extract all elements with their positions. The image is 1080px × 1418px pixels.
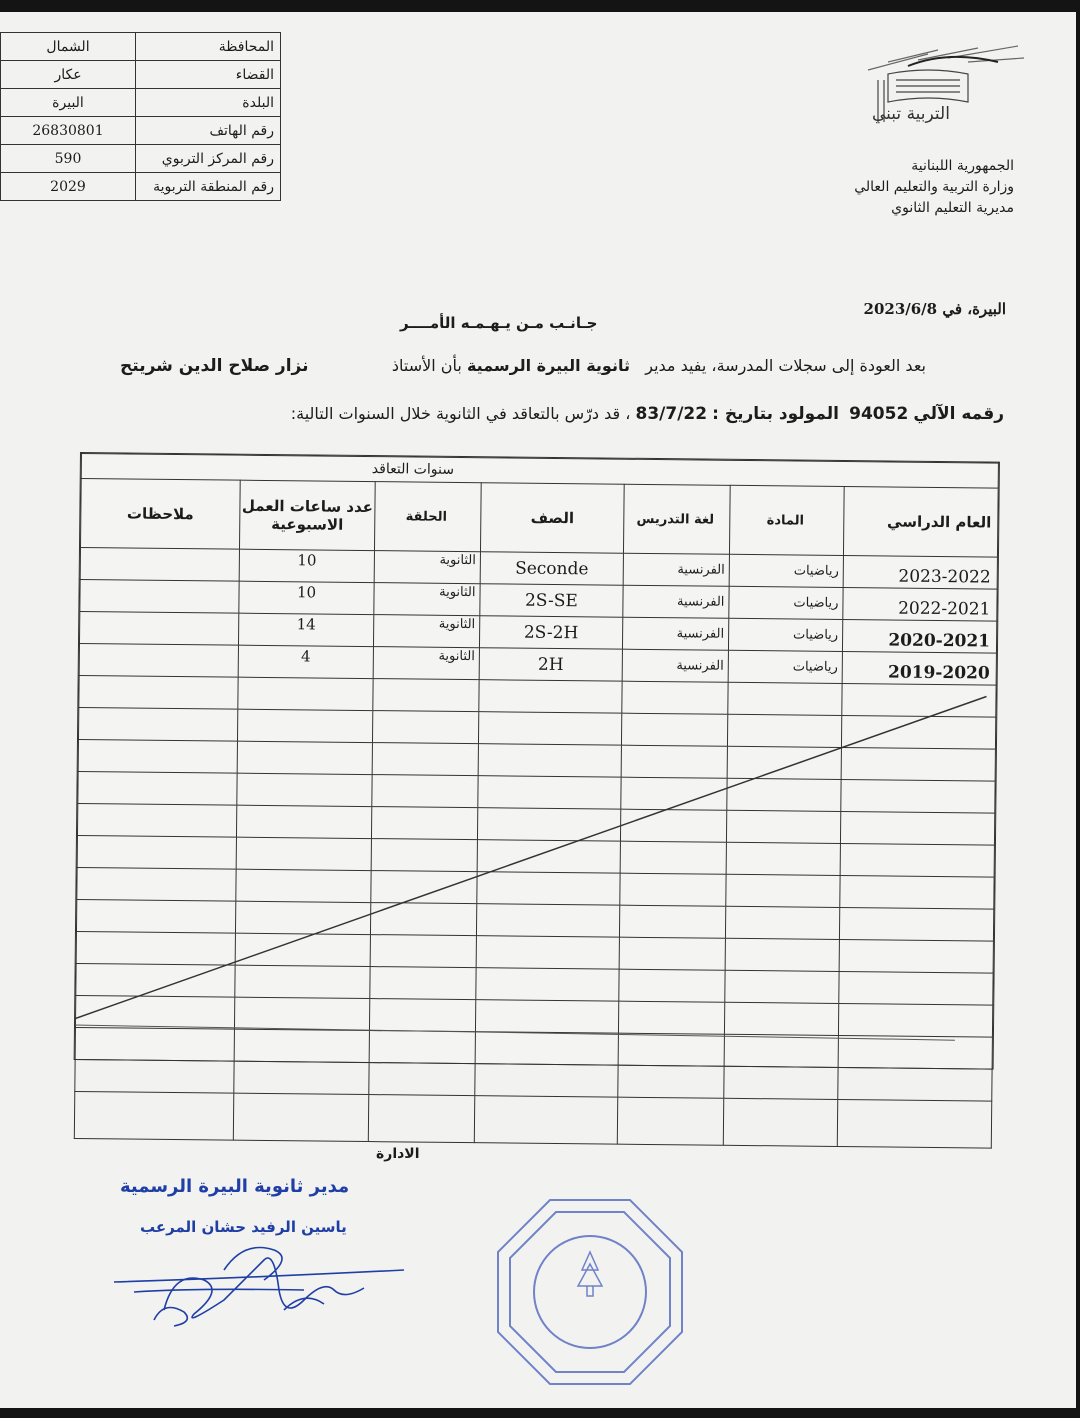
cell-language: الفرنسية xyxy=(623,585,729,618)
cell-cycle: الثانوية xyxy=(373,647,479,680)
cell-subject: رياضيات xyxy=(728,650,842,683)
cell-notes xyxy=(80,548,239,582)
cell-subject: رياضيات xyxy=(729,586,843,619)
cell-grade: 2S-2H xyxy=(479,616,622,649)
cell-year: 2023-2022 xyxy=(843,556,997,590)
cell-cycle: الثانوية xyxy=(374,583,480,616)
administration-label: الادارة xyxy=(376,1146,420,1162)
cell-subject: رياضيات xyxy=(728,618,842,651)
header-grade: الصف xyxy=(480,483,624,553)
ministry-line-republic: الجمهورية اللبنانية xyxy=(911,158,1014,174)
cell-grade: Seconde xyxy=(480,552,623,585)
header-subject: المادة xyxy=(729,485,844,555)
school-name: ثانوية البيرة الرسمية xyxy=(466,356,630,375)
cell-year: 2022-2021 xyxy=(843,587,997,621)
paragraph-intro: بعد العودة إلى سجلات المدرسة، يفيد مدير xyxy=(645,356,926,375)
salutation: جـانـب مـن يـهـمـه الأمــــر xyxy=(400,314,598,332)
info-row xyxy=(1,117,281,145)
document-date: البيرة، في 2023/6/8 xyxy=(863,300,1006,318)
official-stamp-icon xyxy=(490,1192,690,1392)
header-hours: عدد ساعات العمل الاسبوعية xyxy=(239,480,375,550)
info-row xyxy=(1,173,281,201)
cell-cycle: الثانوية xyxy=(374,551,480,584)
paragraph-line-2 xyxy=(291,404,1004,424)
info-value: عكار xyxy=(1,61,136,89)
info-label: رقم الهاتف xyxy=(136,117,281,145)
contract-years-table xyxy=(74,452,1000,1070)
handwritten-signature-icon xyxy=(104,1230,424,1340)
document-page xyxy=(0,12,1076,1408)
cell-language: الفرنسية xyxy=(623,553,729,586)
header-language: لغة التدريس xyxy=(623,484,730,554)
cell-language: الفرنسية xyxy=(622,649,728,682)
info-row xyxy=(1,33,281,61)
cell-year: 2019-2020 xyxy=(842,651,996,685)
table-header-row xyxy=(80,479,998,558)
info-label: البلدة xyxy=(136,89,281,117)
logo-slogan: التربية تبني xyxy=(872,104,950,124)
header-cycle: الحلقة xyxy=(374,482,481,552)
birth-value: 83/7/22 xyxy=(635,404,708,424)
cell-notes xyxy=(79,644,238,678)
ministry-line-directorate: مديرية التعليم الثانوي xyxy=(891,200,1014,216)
ministry-header xyxy=(854,156,1014,219)
cell-year: 2020-2021 xyxy=(842,619,996,653)
info-label: القضاء xyxy=(136,61,281,89)
paragraph-line-1 xyxy=(392,356,926,375)
info-label: رقم المركز التربوي xyxy=(136,145,281,173)
info-value: 26830801 xyxy=(1,117,136,145)
header-year: العام الدراسي xyxy=(843,487,998,558)
info-value: الشمال xyxy=(1,33,136,61)
cell-grade: 2S-SE xyxy=(480,584,623,617)
info-row xyxy=(1,145,281,173)
paragraph-tail: ، قد درّس بالتعاقد في الثانوية خلال السنوات التالية: xyxy=(290,404,631,423)
table-caption: سنوات التعاقد xyxy=(81,454,998,489)
info-label: رقم المنطقة التربوية xyxy=(136,173,281,201)
info-value: 2029 xyxy=(1,173,136,201)
cell-hours: 10 xyxy=(239,581,374,614)
cell-grade: 2H xyxy=(479,648,622,681)
teacher-prefix: بأن الأستاذ xyxy=(391,356,462,375)
principal-name: ياسين الرفيد حشان المرعب xyxy=(140,1218,347,1236)
id-value: 94052 xyxy=(849,404,909,424)
info-value: 590 xyxy=(1,145,136,173)
cell-hours: 14 xyxy=(238,613,373,646)
cell-hours: 10 xyxy=(239,549,374,582)
birth-label: المولود بتاريخ : xyxy=(712,404,839,424)
header-notes: ملاحظات xyxy=(80,479,240,550)
info-row xyxy=(1,61,281,89)
info-value: البيرة xyxy=(1,89,136,117)
id-label: رقمه الآلي xyxy=(913,404,1004,424)
ministry-line-ministry: وزارة التربية والتعليم العالي xyxy=(854,179,1014,195)
info-row xyxy=(1,89,281,117)
cell-language: الفرنسية xyxy=(622,617,728,650)
cell-notes xyxy=(79,612,238,646)
cell-notes xyxy=(80,580,239,614)
info-label: المحافظة xyxy=(136,33,281,61)
cell-subject: رياضيات xyxy=(729,554,843,587)
teacher-name: نزار صلاح الدين شريتح xyxy=(120,356,309,376)
cell-cycle: الثانوية xyxy=(373,615,479,648)
cell-hours: 4 xyxy=(238,645,373,678)
principal-title: مدير ثانوية البيرة الرسمية xyxy=(120,1176,350,1197)
school-info-table xyxy=(0,32,281,201)
empty-row xyxy=(74,1091,991,1148)
